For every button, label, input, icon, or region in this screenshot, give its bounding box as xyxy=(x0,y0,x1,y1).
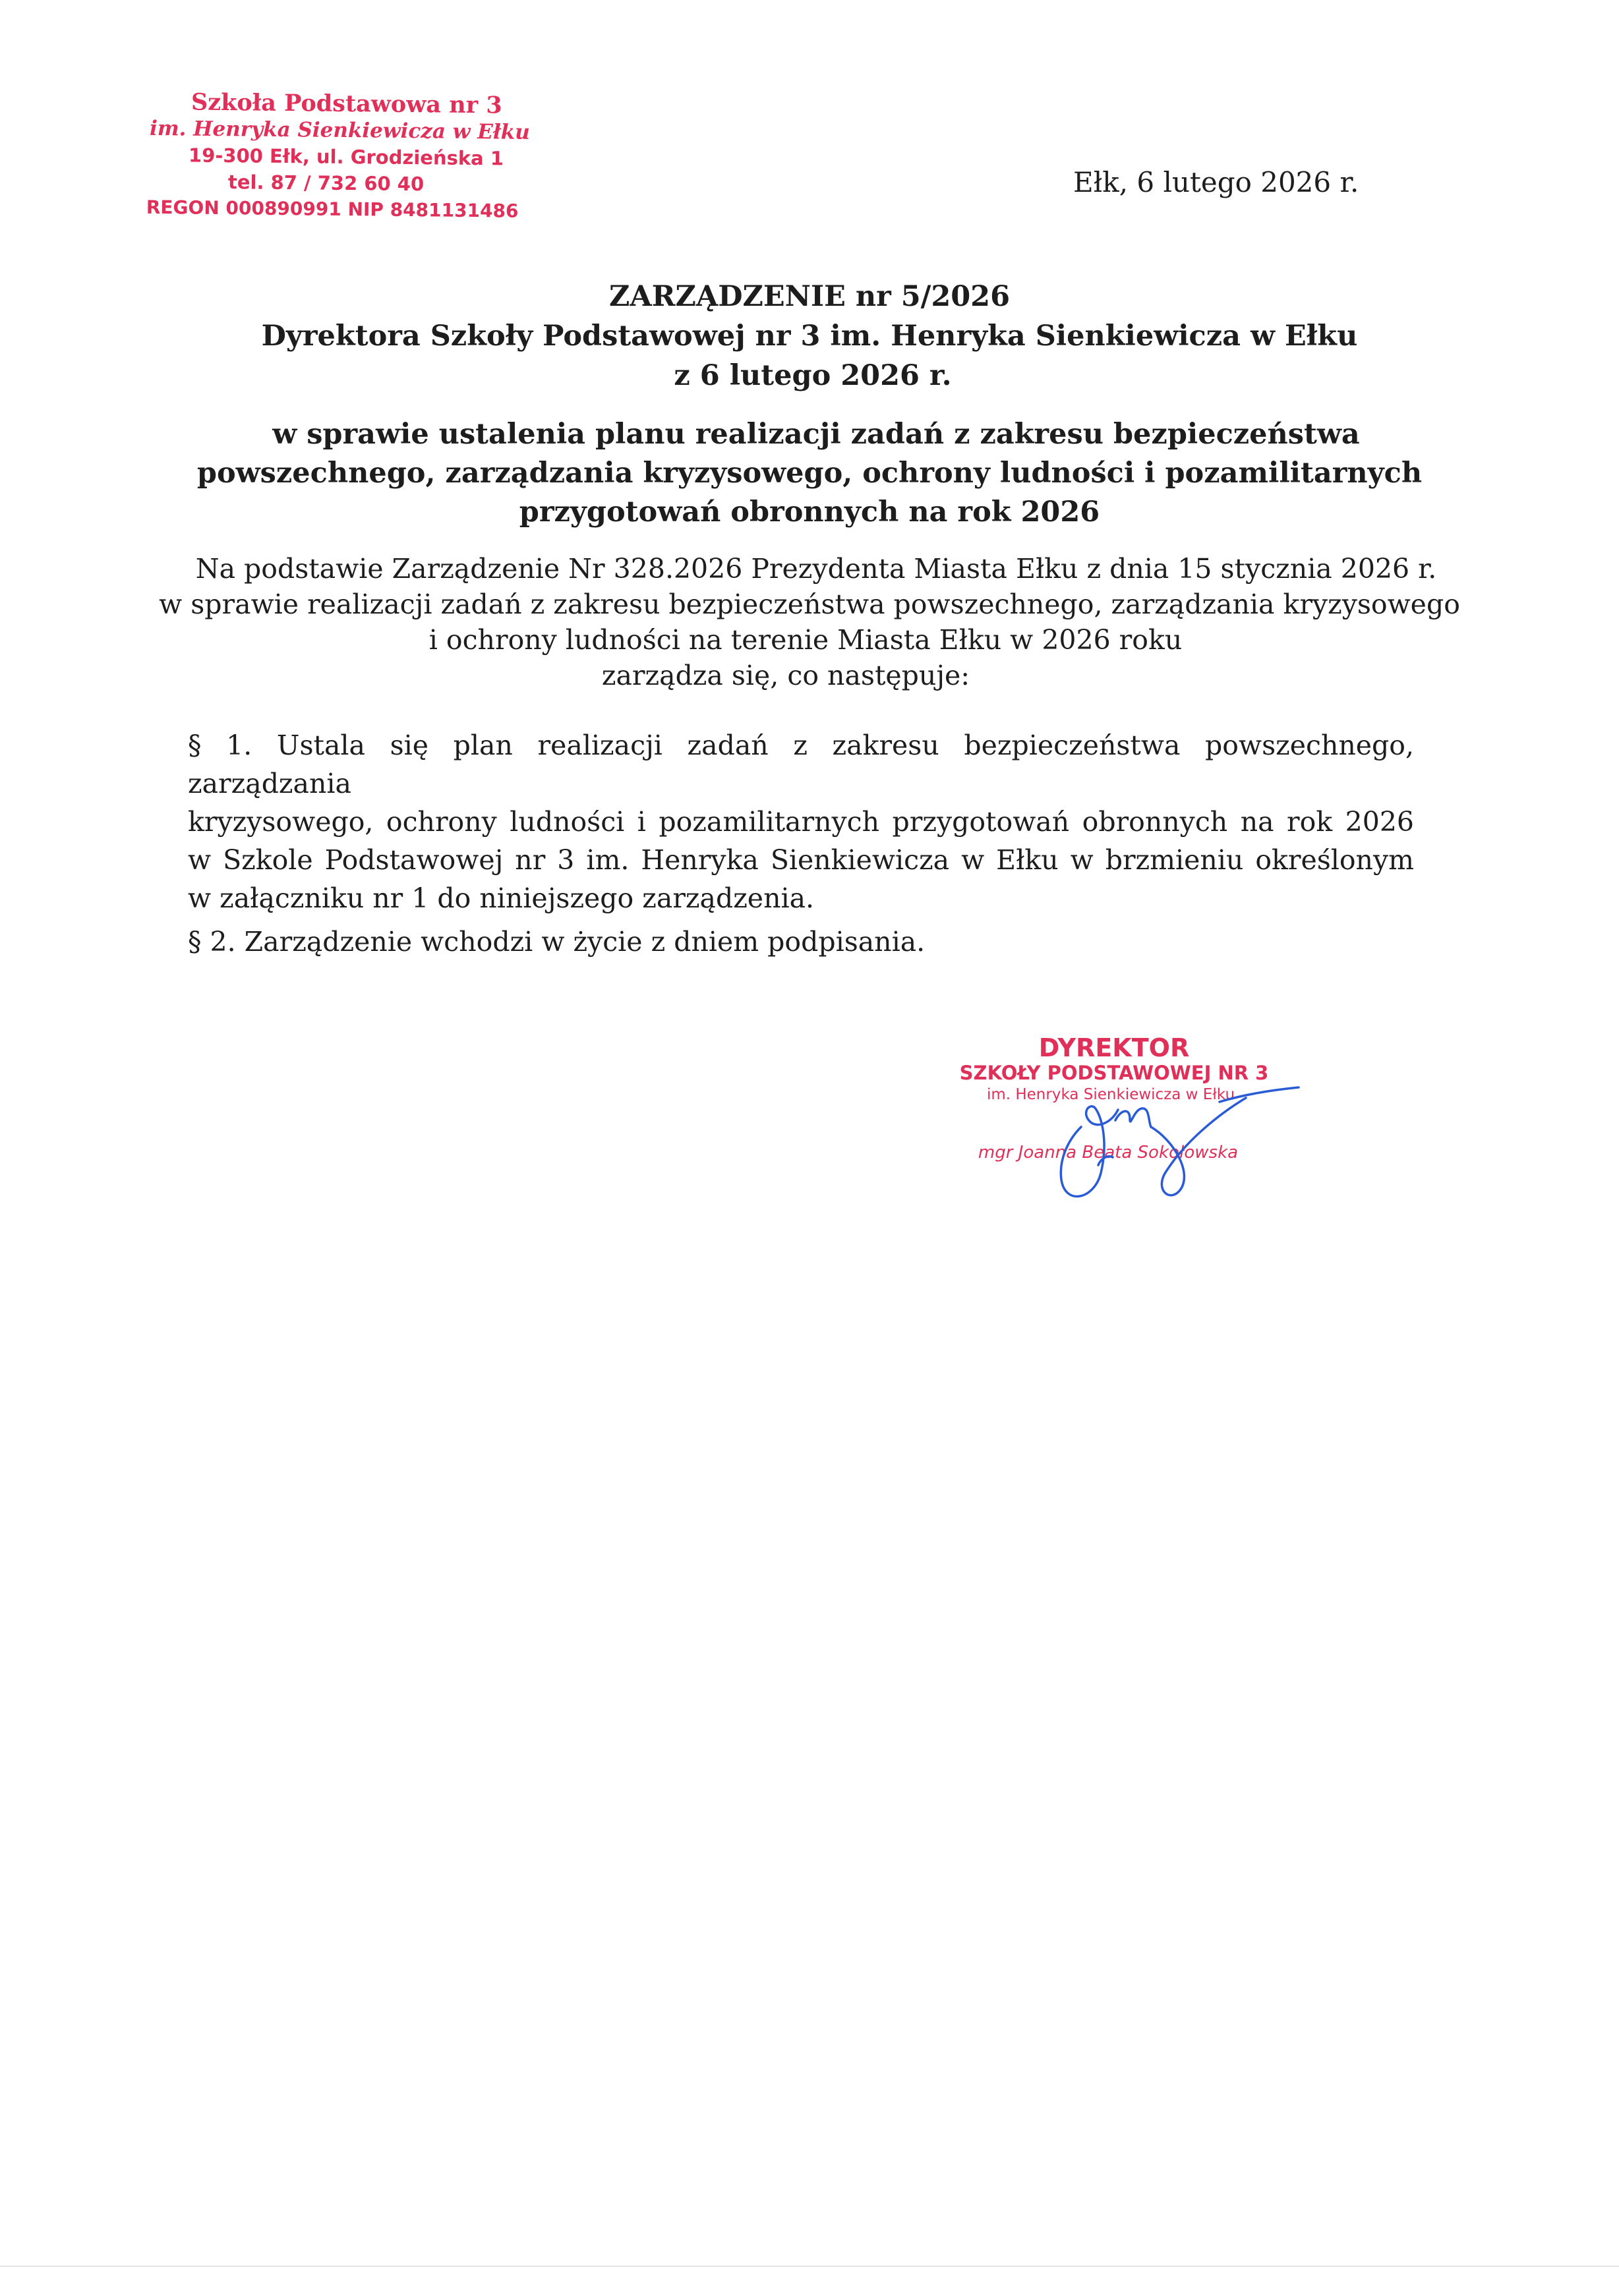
school-stamp-regon-nip: REGON 000890991 NIP 8481131486 xyxy=(146,196,519,222)
ordinance-number: ZARZĄDZENIE nr 5/2026 xyxy=(608,280,1011,313)
school-stamp-address: 19-300 Ełk, ul. Grodzieńska 1 xyxy=(188,144,504,170)
paragraph-line: § 1. Ustala się plan realizacji zadań z zakresu bezpieczeństwa powszechnego, zarządzania xyxy=(188,730,1414,799)
signature-stroke xyxy=(1151,1098,1246,1195)
director-school: SZKOŁY PODSTAWOWEJ NR 3 xyxy=(959,1062,1269,1084)
director-patron: im. Henryka Sienkiewicza w Ełku xyxy=(986,1086,1235,1103)
basis-line: w sprawie realizacji zadań z zakresu bezpieczeństwa powszechnego, zarządzania kryzysowego xyxy=(159,588,1460,620)
footer-divider xyxy=(0,2266,1619,2267)
ordinance-subject xyxy=(0,415,1619,532)
basis-line: zarządza się, co następuje: xyxy=(601,660,970,691)
document-header xyxy=(0,277,1619,395)
paragraph-line: w Szkole Podstawowej nr 3 im. Henryka Sienkiewicza w Ełku w brzmieniu określonym xyxy=(188,844,1414,876)
director-title: DYREKTOR xyxy=(1038,1033,1190,1062)
paragraph-2: § 2. Zarządzenie wchodzi w życie z dniem podpisania. xyxy=(188,926,926,958)
paragraph-line: kryzysowego, ochrony ludności i pozamilitarnych przygotowań obronnych na rok 2026 xyxy=(188,806,1414,838)
school-stamp-phone: tel. 87 / 732 60 40 xyxy=(227,171,425,196)
basis-line: i ochrony ludności na terenie Miasta Ełku w 2026 roku xyxy=(428,624,1183,656)
subject-line: przygotowań obronnych na rok 2026 xyxy=(519,496,1100,529)
signature-stroke xyxy=(1115,1108,1151,1127)
director-name: mgr Joanna Beata Sokołowska xyxy=(978,1143,1239,1162)
signature-stroke xyxy=(1098,1157,1113,1165)
handwritten-signature xyxy=(903,1041,1312,1213)
signature-stroke xyxy=(1220,1087,1299,1102)
subject-line: w sprawie ustalenia planu realizacji zadań z zakresu bezpieczeństwa xyxy=(272,418,1360,451)
document-date: Ełk, 6 lutego 2026 r. xyxy=(1073,166,1359,198)
paragraph-line: w załączniku nr 1 do niniejszego zarządzenia. xyxy=(188,882,815,914)
ordinance-issuer: Dyrektora Szkoły Podstawowej nr 3 im. Henryka Sienkiewicza w Ełku xyxy=(261,320,1358,353)
school-stamp-patron: im. Henryka Sienkiewicza w Ełku xyxy=(149,116,530,144)
ordinance-date: z 6 lutego 2026 r. xyxy=(674,359,952,392)
school-stamp-name: Szkoła Podstawowa nr 3 xyxy=(191,88,502,119)
paragraph-1 xyxy=(188,726,1414,917)
subject-line: powszechnego, zarządzania kryzysowego, ochrony ludności i pozamilitarnych xyxy=(196,457,1423,490)
legal-basis xyxy=(0,551,1619,693)
school-stamp xyxy=(148,89,545,225)
basis-line: Na podstawie Zarządzenie Nr 328.2026 Prezydenta Miasta Ełku z dnia 15 stycznia 2026 r. xyxy=(195,553,1437,585)
signature-stroke xyxy=(1061,1106,1118,1197)
